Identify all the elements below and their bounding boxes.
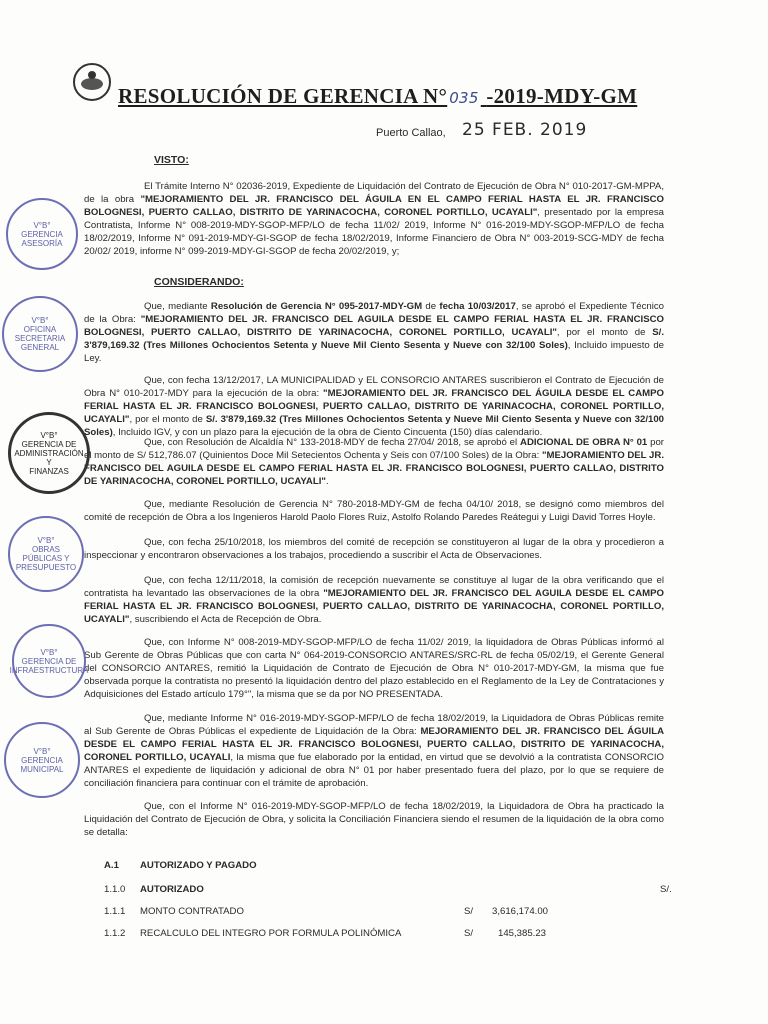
municipal-logo bbox=[72, 62, 112, 102]
row-label: RECALCULO DEL INTEGRO POR FORMULA POLINÓMICA bbox=[140, 928, 402, 939]
approval-stamp bbox=[9, 624, 89, 698]
paragraph-9 bbox=[84, 800, 664, 839]
section-considerando: CONSIDERANDO: bbox=[154, 276, 244, 288]
text-run: "MEJORAMIENTO DEL JR. FRANCISCO DEL AGUILA DESDE EL CAMPO FERIAL HASTA EL JR. FRANCISCO BOLOGNESI, PUERTO CALLAO, DISTRITO DE YARINACOCHA, CORONEL PORTILLO, UCAYALI" bbox=[84, 314, 664, 338]
title-suffix: -2019-MDY-GM bbox=[486, 84, 638, 108]
stamp-text: PRESUPUESTO bbox=[15, 563, 77, 572]
stamp-text: OBRAS bbox=[31, 545, 60, 554]
text-run: ADICIONAL DE OBRA N° 01 bbox=[520, 437, 648, 448]
stamp-text: FINANZAS bbox=[29, 466, 69, 476]
text-run: "MEJORAMIENTO DEL JR. FRANCISCO DEL ÁGUILA DESDE EL CAMPO FERIAL HASTA EL JR. FRANCISCO BOLOGNESI, PUERTO CALLAO, DISTRITO DE YARINACOCHA, CORONEL PORTILLO, UCAYALI" bbox=[84, 388, 664, 425]
paragraph-1 bbox=[84, 300, 664, 365]
stamp-text: GERENCIA bbox=[21, 755, 63, 765]
stamp-text: V°B° bbox=[40, 430, 58, 440]
stamp-text: V°B° bbox=[40, 647, 58, 657]
text-run: Resolución de Gerencia N° 095-2017-MDY-GM bbox=[210, 301, 423, 312]
stamp-text: V°B° bbox=[31, 316, 49, 325]
text-run: Que, con fecha 13/12/2017, LA MUNICIPALIDAD y EL CONSORCIO ANTARES suscribieron el Contrato de Ejecución de Obra N° 010-2017-MDY para la ejecución de la obra: bbox=[84, 375, 664, 399]
text-run: , Incluido IGV, y con un plazo para la ejecución de la obra de Ciento Cincuenta (150) días calendario. bbox=[112, 427, 543, 438]
stamp-text: V°B° bbox=[33, 746, 51, 756]
row-code: A.1 bbox=[104, 860, 119, 871]
stamp-text: GENERAL bbox=[20, 343, 60, 352]
paragraph-4 bbox=[84, 498, 664, 524]
row-amount: 145,385.23 bbox=[498, 928, 547, 939]
row-code: 1.1.2 bbox=[104, 928, 126, 939]
stamp-text: V°B° bbox=[33, 220, 51, 230]
text-run: , por el monto de bbox=[129, 414, 206, 425]
approval-stamp bbox=[4, 722, 80, 798]
stamp-text: GERENCIA DE bbox=[21, 439, 77, 449]
text-run: por el monto de S/ 512,786.07 (Quinientos Doce Mil Setecientos Ochenta y Seis con 07/100 Soles) de la Obra: bbox=[84, 437, 664, 461]
row-label: AUTORIZADO bbox=[140, 884, 204, 895]
paragraph-6 bbox=[84, 574, 664, 626]
text-run: Que, con Informe N° 008-2019-MDY-SGOP-MFP/LO de fecha 11/02/ 2019, la liquidadora de Obras Públicas informó al Sub Gerente de Obras Públicas que con carta N° 064-2019-CONSORCIO ANTARES/SRC-RL de fecha 05/02/19, el Gerente General del CONSORCIO ANTARES, remitió la Liquidación de Contrato de Ejecución de Obra N° 010-2017-MDY-GM, la misma que fue observada porque la contratista no presentó la liquidación dentro del plazo establecido en el Reglamento de la Ley de Contrataciones y Adquisiciones del Estado artículo 179°", la misma que se da por NO PRESENTADA. bbox=[84, 637, 664, 700]
stamp-text: GERENCIA DE bbox=[21, 656, 77, 666]
stamp-text: GERENCIA bbox=[21, 229, 63, 239]
text-run: S/. 3'879,169.32 (Tres Millones Ochocientos Setenta y Nueve Mil Ciento Sesenta y Nueve con 32/100 Soles) bbox=[84, 327, 664, 351]
text-run: , la misma que fue elaborado por la entidad, en virtud que se devolvió a la contratista CONSORCIO ANTARES el expediente de liquidación y adicional de obra N° 01 por haber presentado fuera del plazo, por lo que se requiere de conciliación financiera para continuar con el trámite de aprobación. bbox=[84, 752, 664, 789]
text-run: S/. 3'879,169.32 (Tres Millones Ochocientos Setenta y Nueve Mil Ciento Sesenta y Nueve con 32/100 Soles) bbox=[84, 414, 665, 438]
text-run: "MEJORAMIENTO DEL JR. FRANCISCO DEL AGUILA DESDE EL CAMPO FERIAL HASTA EL JR. FRANCISCO BOLOGNESI, PUERTO CALLAO, DISTRITO DE YARINACOCHA, CORONEL PORTILLO, UCAYALI" bbox=[84, 450, 664, 487]
paragraph-2 bbox=[84, 374, 664, 439]
place: Puerto Callao, bbox=[376, 127, 446, 139]
paragraph-3 bbox=[84, 436, 664, 488]
text-run: , presentado por la empresa Contratista, Informe N° 008-2019-MDY-SGOP-MFP/LO de fecha 11/02/ 2019, Informe N° 016-2019-MDY-SGOP-MFP/LO de fecha 18/02/2019, Informe N° 091-2019-MDY-GI-SGOP de fecha 18/02/2019, Informe Financiero de Obra N° 003-2019-SCG-MDY de fecha 20/02/ 2019, informe N° 099-2019-MDY-GI-SGOP de fecha 20/02/2019, y; bbox=[84, 207, 664, 257]
section-visto: VISTO: bbox=[154, 154, 189, 166]
text-run: , por el monto de bbox=[556, 327, 653, 338]
text-run: MEJORAMIENTO DEL JR. FRANCISCO DEL ÁGUILA DESDE EL CAMPO FERIAL HASTA EL JR. FRANCISCO BOLOGNESI, PUERTO CALLAO, DISTRITO DE YARINACOCHA, CORONEL PORTILLO, UCAYALI bbox=[84, 726, 664, 763]
currency-header: S/. bbox=[660, 884, 672, 895]
row-code: 1.1.0 bbox=[104, 884, 126, 895]
text-run: Que, con el Informe N° 016-2019-MDY-SGOP-MFP/LO de fecha 18/02/2019, la Liquidadora de Obra ha practicado la Liquidación del Contrato de Ejecución de Obra, y solicita la Conciliación Financiera siendo el resumen de la liquidación de la obra como se detalla: bbox=[84, 801, 664, 838]
text-run: Que, con Resolución de Alcaldía N° 133-2018-MDY de fecha 27/04/ 2018, se aprobó el bbox=[144, 437, 521, 448]
text-run: fecha 10/03/2017 bbox=[439, 301, 516, 312]
text-run: "MEJORAMIENTO DEL JR. FRANCISCO DEL AGUILA DESDE EL CAMPO FERIAL HASTA EL JR. FRANCISCO BOLOGNESI, PUERTO CALLAO, DISTRITO DE YARINACOCHA, CORONEL PORTILLO, UCAYALI" bbox=[84, 588, 664, 625]
text-run: Que, mediante bbox=[144, 301, 211, 312]
date-stamp: 25 FEB. 2019 bbox=[462, 120, 588, 140]
document-title bbox=[118, 84, 637, 109]
row-label: MONTO CONTRATADO bbox=[140, 906, 244, 917]
text-run: . bbox=[325, 476, 329, 487]
text-run: Que, mediante Informe N° 016-2019-MDY-SGOP-MFP/LO de fecha 18/02/2019, la Liquidadora de Obras Públicas remite al Sub Gerente de Obras Públicas el expediente de Liquidación de la Obra: bbox=[84, 713, 664, 737]
paragraph-7 bbox=[84, 636, 664, 701]
stamp-text: ASESORÍA bbox=[21, 238, 63, 248]
row-currency: S/ bbox=[464, 928, 474, 939]
approval-stamp bbox=[8, 516, 84, 592]
row-currency: S/ bbox=[464, 906, 474, 917]
text-run: , Incluido impuesto de Ley. bbox=[84, 340, 664, 364]
text-run: "MEJORAMIENTO DEL JR. FRANCISCO DEL ÁGUILA EN EL CAMPO FERIAL HASTA EL JR. FRANCISCO BOLOGNESI, PUERTO CALLAO, DISTRITO DE YARINACOCHA, CORONEL PORTILLO, UCAYALI" bbox=[84, 194, 664, 218]
text-run: El Trámite Interno N° 02036-2019, Expediente de Liquidación del Contrato de Ejecución de Obra N° 010-2017-GM-MPPA, de la obra bbox=[84, 181, 664, 205]
paragraph-8 bbox=[84, 712, 664, 790]
approval-stamp bbox=[6, 198, 78, 270]
paragraph-5 bbox=[84, 536, 664, 562]
stamp-text: MUNICIPAL bbox=[20, 764, 64, 774]
text-run: de bbox=[422, 301, 440, 312]
text-run: Que, mediante Resolución de Gerencia N° 780-2018-MDY-GM de fecha 04/10/ 2018, se designó como miembros del comité de recepción de Obra a los Ingenieros Harold Paolo Flores Ruiz, Astolfo Rolando Paredes Reátegui y Luigi David Torres Hoyle. bbox=[84, 499, 664, 523]
row-label: AUTORIZADO Y PAGADO bbox=[140, 860, 257, 871]
text-run: , suscribiendo el Acta de Recepción de Obra. bbox=[129, 614, 322, 625]
stamp-text: INFRAESTRUCTURA bbox=[9, 665, 89, 675]
row-code: 1.1.1 bbox=[104, 906, 126, 917]
text-run: , se aprobó el Expediente Técnico de la Obra: bbox=[84, 301, 664, 325]
paragraph-visto bbox=[84, 180, 664, 258]
stamp-text: PÚBLICAS Y bbox=[22, 554, 70, 563]
stamp-text: V°B° bbox=[37, 536, 55, 545]
text-run: Que, con fecha 25/10/2018, los miembros del comité de recepción se constituyeron al lugar de la obra y procedieron a inspeccionar y encontraron observaciones a los trabajos, procediendo a suscribir el Acta de Observaciones. bbox=[84, 537, 664, 561]
stamp-text: SECRETARIA bbox=[14, 334, 66, 343]
title-prefix: RESOLUCIÓN DE GERENCIA N° bbox=[118, 84, 448, 108]
row-amount: 3,616,174.00 bbox=[492, 906, 549, 917]
approval-stamp bbox=[8, 412, 90, 494]
title-number-handwritten: 035 bbox=[449, 89, 479, 107]
approval-stamp bbox=[2, 296, 78, 372]
stamp-text: ADMINISTRACIÓN Y bbox=[14, 448, 84, 467]
text-run: Que, con fecha 12/11/2018, la comisión de recepción nuevamente se constituye al lugar de la obra verificando que el contratista ha levantado las observaciones de la obra bbox=[84, 575, 664, 599]
stamp-text: OFICINA bbox=[23, 325, 57, 334]
